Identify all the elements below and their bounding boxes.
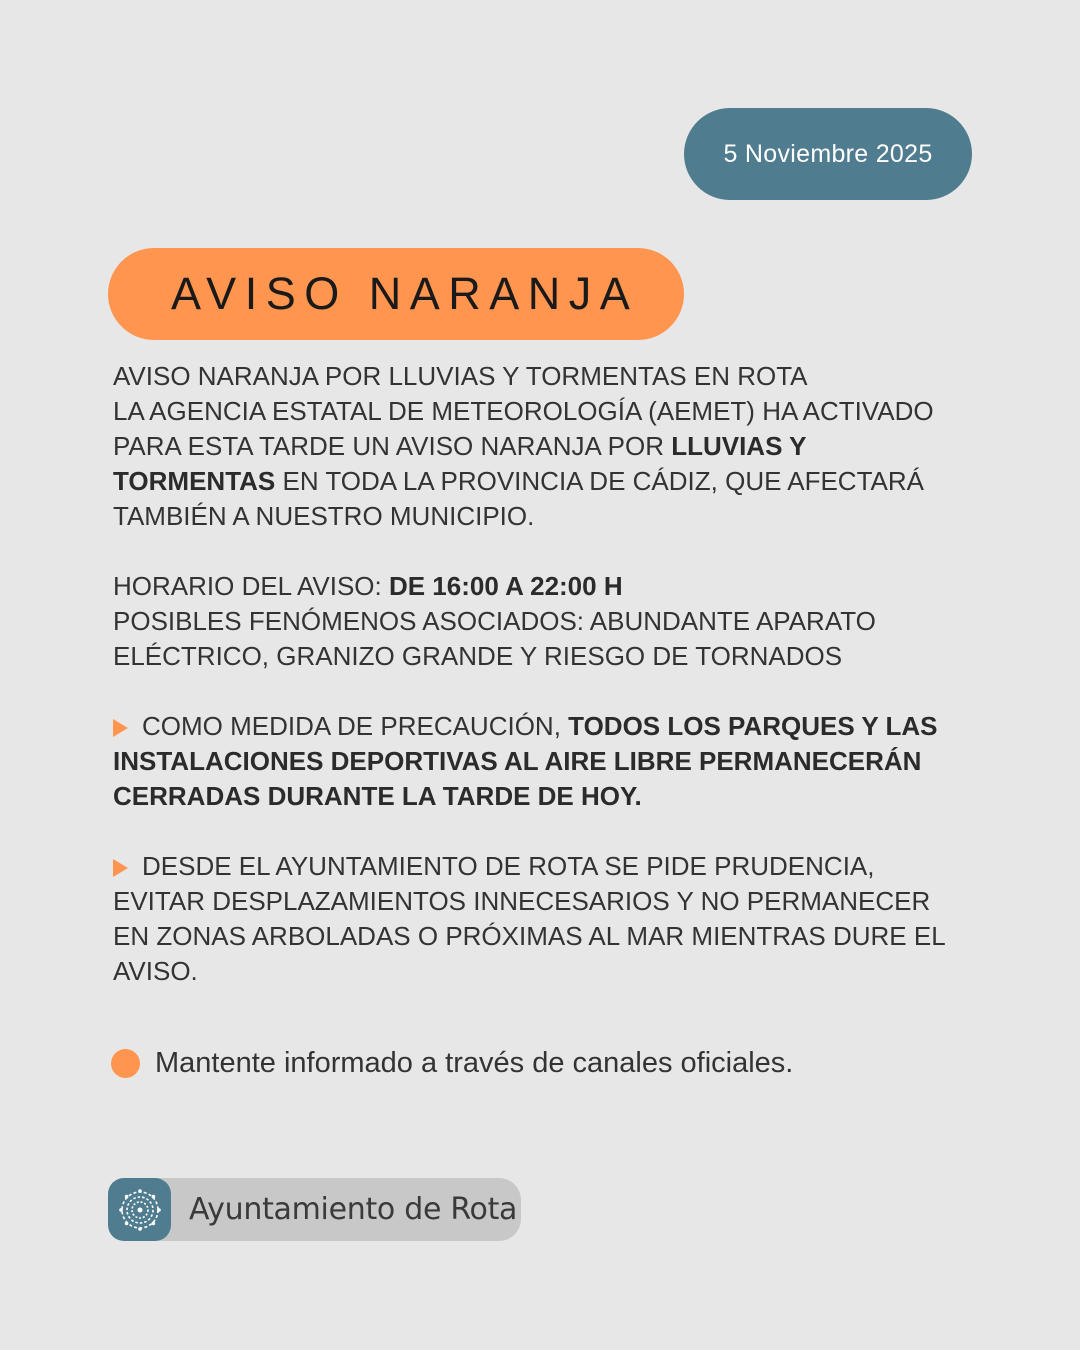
intro-text-a: LA AGENCIA ESTATAL DE METEOROLOGÍA (AEMET) HA ACTIVADO PARA ESTA TARDE UN AVISO NARANJA POR [113,396,934,461]
prudence-text: DESDE EL AYUNTAMIENTO DE ROTA SE PIDE PRUDENCIA, EVITAR DESPLAZAMIENTOS INNECESARIOS Y NO PERMANECER EN ZONAS ARBOLADAS O PRÓXIMAS AL MAR MIENTRAS DURE EL AVISO. [113,851,945,986]
footer-brand [108,1178,521,1241]
intro-bold: LLUVIAS Y TORMENTAS [113,431,807,496]
date-text: 5 Noviembre 2025 [723,139,933,168]
alert-title: AVISO NARANJA [171,268,639,319]
rosette-logo-icon [108,1178,171,1241]
precaution-bold: TODOS LOS PARQUES Y LAS INSTALACIONES DEPORTIVAS AL AIRE LIBRE PERMANECERÁN CERRADAS DURANTE LA TARDE DE HOY. [113,711,938,811]
prudence-bullet [113,849,973,989]
schedule-value: DE 16:00 A 22:00 H [388,571,623,601]
orange-dot-icon [111,1049,140,1078]
precaution-bullet [113,709,973,814]
play-arrow-icon [113,719,128,737]
schedule-label: HORARIO DEL AVISO: [113,571,389,601]
footer-label: Ayuntamiento de Rota [189,1192,518,1227]
alert-body [113,359,973,989]
note-text: Mantente informado a través de canales oficiales. [155,1047,794,1079]
play-arrow-icon [113,859,128,877]
alert-title-banner [108,248,684,340]
date-badge [684,108,972,200]
precaution-text: COMO MEDIDA DE PRECAUCIÓN, [142,711,569,741]
intro-paragraph [113,359,973,534]
schedule-paragraph [113,569,973,674]
intro-headline: AVISO NARANJA POR LLUVIAS Y TORMENTAS EN ROTA [113,361,808,391]
phenomena-text: POSIBLES FENÓMENOS ASOCIADOS: ABUNDANTE APARATO ELÉCTRICO, GRANIZO GRANDE Y RIESGO DE TORNADOS [113,606,876,671]
official-channels-note [111,1047,793,1080]
intro-text-b: EN TODA LA PROVINCIA DE CÁDIZ, QUE AFECTARÁ TAMBIÉN A NUESTRO MUNICIPIO. [113,466,924,531]
